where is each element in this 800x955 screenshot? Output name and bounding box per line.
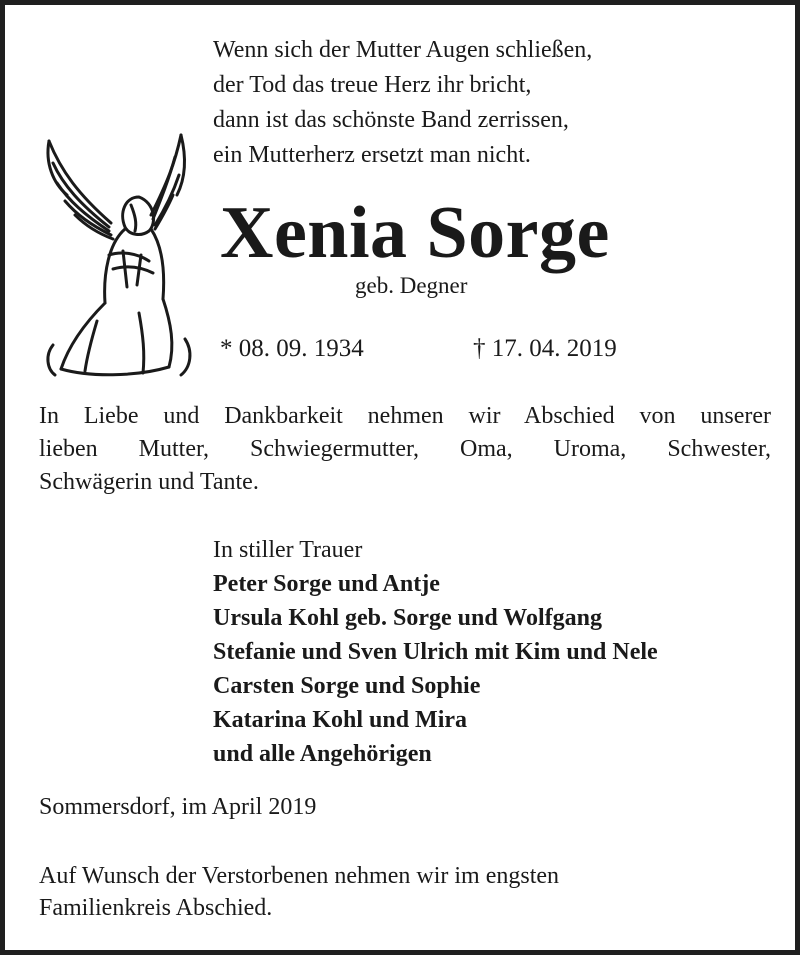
wish-line: Auf Wunsch der Verstorbenen nehmen wir im engsten — [39, 863, 560, 889]
intro-text — [39, 400, 771, 499]
mourner-name: Carsten Sorge und Sophie — [213, 673, 481, 699]
mourners-block — [213, 533, 658, 771]
mourner-name: und alle Angehörigen — [213, 741, 432, 767]
maiden-name: geb. Degner — [355, 273, 468, 298]
poem-line: dann ist das schönste Band zerrissen, — [213, 107, 569, 133]
poem-line: Wenn sich der Mutter Augen schließen, — [213, 37, 593, 63]
mourners-heading: In stiller Trauer — [213, 537, 363, 563]
wish-text — [39, 860, 559, 924]
place-date: Sommersdorf, im April 2019 — [39, 794, 317, 820]
poem — [213, 33, 592, 173]
intro-line: Schwägerin und Tante. — [39, 469, 259, 495]
mourner-name: Ursula Kohl geb. Sorge und Wolfgang — [213, 605, 602, 631]
mourner-name: Peter Sorge und Antje — [213, 571, 440, 597]
intro-line: lieben Mutter, Schwiegermutter, Oma, Uroma, Schwester, — [39, 436, 771, 462]
poem-line: ein Mutterherz ersetzt man nicht. — [213, 142, 531, 168]
death-date: † 17. 04. 2019 — [473, 335, 617, 362]
birth-date: * 08. 09. 1934 — [220, 335, 364, 362]
angel-icon — [39, 123, 199, 385]
wish-line: Familienkreis Abschied. — [39, 895, 273, 921]
intro-line: In Liebe und Dankbarkeit nehmen wir Abschied von unserer — [39, 403, 771, 429]
deceased-name: Xenia Sorge — [220, 192, 610, 274]
mourner-name: Katarina Kohl und Mira — [213, 707, 468, 733]
mourner-name: Stefanie und Sven Ulrich mit Kim und Nele — [213, 639, 658, 665]
poem-line: der Tod das treue Herz ihr bricht, — [213, 72, 532, 98]
